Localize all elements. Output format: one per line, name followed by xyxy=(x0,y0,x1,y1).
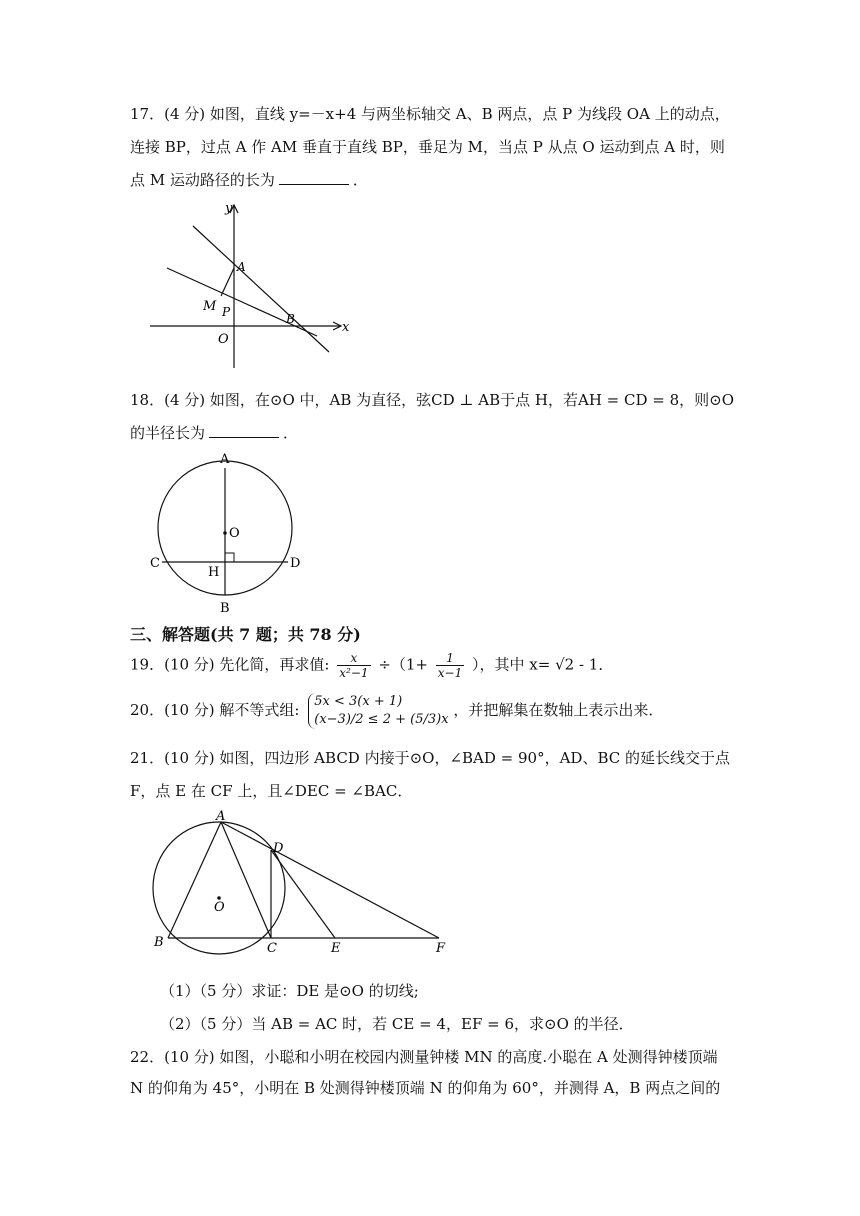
q22-line-1: 22．(10 分) 如图，小聪和小明在校园内测量钟楼 MN 的高度.小聪在 A 处测得钟楼顶端 xyxy=(130,1048,718,1066)
q19-suffix: ），其中 x= √2 - 1． xyxy=(472,655,614,674)
q21-line-2: F，点 E 在 CF 上，且∠DEC = ∠BAC． xyxy=(130,782,413,800)
fraction-2 xyxy=(436,651,464,680)
label-e: E xyxy=(331,941,341,956)
label-h: H xyxy=(208,565,220,580)
label-d: D xyxy=(290,556,301,571)
q18-figure xyxy=(140,448,310,618)
fraction-1 xyxy=(337,651,370,680)
fraction-1-denominator: x²−1 xyxy=(339,666,369,680)
label-a: A xyxy=(237,260,246,274)
label-o: O xyxy=(214,900,225,915)
label-o: O xyxy=(218,332,229,347)
q21-line-1: 21．(10 分) 如图，四边形 ABCD 内接于⊙O，∠BAD = 90°，AD、BC 的延长线交于点 xyxy=(130,749,731,767)
q21-figure xyxy=(145,810,455,960)
center-dot xyxy=(223,531,227,535)
label-y: y xyxy=(225,201,233,216)
label-m: M xyxy=(203,299,217,314)
label-b: B xyxy=(154,935,164,950)
fraction-2-denominator: x−1 xyxy=(437,666,463,680)
inequality-1: 5x < 3(x + 1) xyxy=(314,694,403,709)
fraction-2-numerator: 1 xyxy=(436,651,464,666)
label-d: D xyxy=(273,841,284,856)
q17-end: ． xyxy=(352,171,368,189)
answer-blank xyxy=(279,170,349,185)
label-a: A xyxy=(220,452,230,467)
q17-line-2: 连接 BP，过点 A 作 AM 垂直于直线 BP，垂足为 M，当点 P 从点 O 运动到点 A 时，则 xyxy=(130,138,725,156)
right-angle-mark xyxy=(225,553,234,562)
q18-line-2-text: 的半径长为 xyxy=(130,424,206,442)
label-b: B xyxy=(286,312,295,326)
q20-prefix: 20．(10 分) 解不等式组: xyxy=(130,701,300,719)
label-b: B xyxy=(220,601,230,616)
q17-figure xyxy=(145,198,360,378)
label-o: O xyxy=(229,526,240,541)
inequality-system xyxy=(308,693,448,729)
line-af xyxy=(221,822,439,938)
segment-ab xyxy=(168,822,221,938)
q19-prefix: 19．(10 分) 先化简，再求值: xyxy=(130,655,330,674)
section-title: 三、解答题(共 7 题；共 78 分) xyxy=(130,625,361,644)
label-c: C xyxy=(267,941,277,956)
q17-line-3 xyxy=(130,170,368,190)
q18-line-2 xyxy=(130,423,298,443)
q21-subquestion-1: （1）（5 分）求证：DE 是⊙O 的切线; xyxy=(160,982,419,1000)
q20-line xyxy=(130,690,663,730)
answer-blank xyxy=(209,423,279,438)
circle-o xyxy=(153,822,285,954)
label-p: P xyxy=(222,305,231,319)
segment-am xyxy=(221,268,234,296)
label-x: x xyxy=(342,320,350,335)
segment-de xyxy=(271,850,335,938)
q21-subquestion-2: （2）（5 分）当 AB = AC 时，若 CE = 4，EF = 6，求⊙O 的半径． xyxy=(160,1015,634,1033)
fraction-1-numerator: x xyxy=(337,651,370,666)
label-f: F xyxy=(436,941,446,956)
label-c: C xyxy=(150,556,160,571)
q18-end: ． xyxy=(283,424,299,442)
inequality-2: (x−3)/2 ≤ 2 + (5/3)x xyxy=(314,712,449,727)
label-a: A xyxy=(216,810,226,824)
q22-line-2: N 的仰角为 45°，小明在 B 处测得钟楼顶端 N 的仰角为 60°，并测得 A，B 两点之间的 xyxy=(130,1079,721,1097)
q17-line-1: 17．(4 分) 如图，直线 y=－x+4 与两坐标轴交 A、B 两点，点 P 为线段 OA 上的动点， xyxy=(130,105,730,123)
q17-line-3-text: 点 M 运动路径的长为 xyxy=(130,171,275,189)
q19-middle: ÷（1+ xyxy=(378,655,428,674)
q19-line xyxy=(130,651,613,680)
q20-suffix: ，并把解集在数轴上表示出来． xyxy=(453,701,664,719)
q18-line-1: 18．(4 分) 如图，在⊙O 中，AB 为直径，弦CD ⊥ AB于点 H，若AH = CD = 8，则⊙O xyxy=(130,391,735,409)
